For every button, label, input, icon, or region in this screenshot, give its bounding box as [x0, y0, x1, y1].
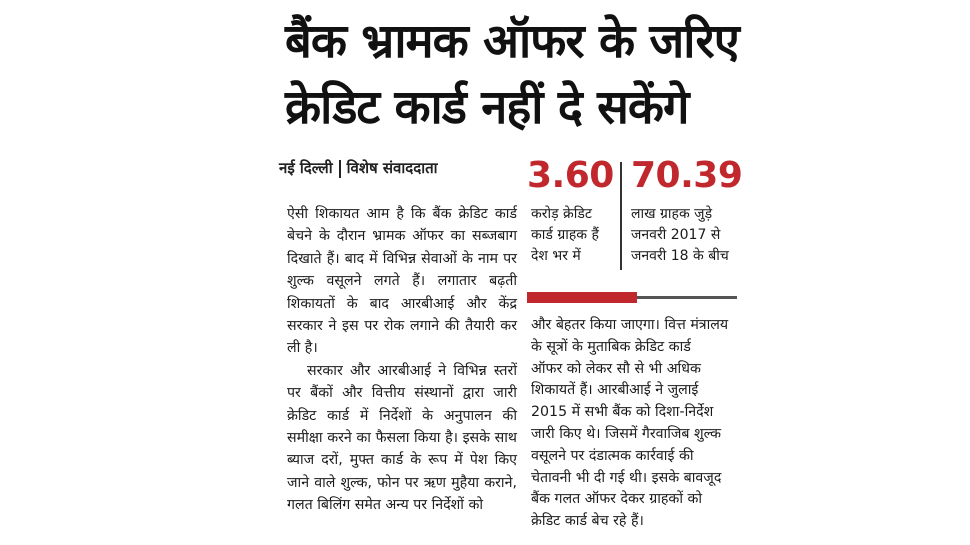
article-column-2 — [531, 315, 791, 533]
article-line: चेतावनी भी दी गई थी। इसके बावजूद — [531, 469, 722, 486]
stat-label — [527, 204, 614, 267]
article-line: और बेहतर किया जाएगा। वित्त मंत्रालय — [531, 317, 729, 333]
article-line: बैंक गलत ऑफर देकर ग्राहकों को — [531, 491, 703, 508]
newspaper-clipping — [265, 0, 743, 545]
article-line: जारी किए थे। जिसमें गैरवाजिब शुल्क — [531, 425, 721, 442]
stat-label-line: जनवरी 2017 से — [631, 227, 721, 243]
article-paragraph-1: ऐसी शिकायत आम है कि बैंक क्रेडिट कार्ड बेचने के दौरान भ्रामक ऑफर का सब्जबाग दिखाते हैं। बाद में विभिन्न सेवाओं के नाम पर शुल्क वसूलने लगते हैं। लगातार बढ़ती शिकायतों के बाद आरबीआई और केंद्र सरकार ने इस पर रोक लगाने की तैयारी कर ली है। — [287, 206, 517, 357]
stat-label-line: जनवरी 18 के बीच — [631, 248, 729, 264]
headline-line-2: क्रेडिट कार्ड नहीं दे सकेंगे — [285, 80, 689, 135]
article-line: के सूत्रों के मुताबिक क्रेडिट कार्ड — [531, 338, 691, 355]
article-line: ऑफर को लेकर सौ से भी अधिक — [531, 360, 701, 377]
accent-grey-rule — [637, 296, 737, 299]
byline-place: नई दिल्ली — [279, 159, 333, 177]
article-line: शिकायतें हैं। आरबीआई ने जुलाई — [531, 382, 699, 399]
byline-reporter: विशेष संवाददाता — [346, 159, 438, 177]
accent-red-bar — [527, 292, 637, 303]
stat-label-line: लाख ग्राहक जुड़े — [631, 206, 713, 222]
stat-value: 3.60 — [527, 155, 614, 196]
stat-label-line: देश भर में — [531, 248, 581, 264]
stat-label-line: करोड़ क्रेडिट — [531, 206, 592, 222]
article-line: वसूलने पर दंडात्मक कार्रवाई की — [531, 447, 694, 464]
byline-separator — [339, 160, 341, 178]
stat-box-new-customers — [631, 155, 743, 267]
article-column-1 — [287, 203, 517, 517]
article-paragraph-2: सरकार और आरबीआई ने विभिन्न स्तरों पर बैंकों और वित्तीय संस्थानों द्वारा जारी क्रेडिट कार्ड में निर्देशों के अनुपालन की समीक्षा करने का फैसला किया है। इसके साथ ब्याज दरों, मुफ्त कार्ड के रूप में पेश किए जाने वाले शुल्क, फोन पर ऋण मुहैया कराने, गलत बिलिंग समेत अन्य पर निर्देशों को — [287, 362, 517, 514]
stat-value: 70.39 — [631, 155, 743, 196]
stat-box-credit-cards — [527, 155, 614, 267]
stat-divider — [620, 162, 622, 270]
stat-label-line: कार्ड ग्राहक हैं — [531, 227, 599, 243]
article-line: 2015 में सभी बैंक को दिशा-निर्देश — [531, 404, 714, 421]
article-line: क्रेडिट कार्ड बेच रहे हैं। — [531, 513, 644, 530]
byline — [279, 158, 438, 178]
stat-label — [631, 204, 742, 267]
headline-line-1: बैंक भ्रामक ऑफर के जरिए — [285, 14, 739, 69]
